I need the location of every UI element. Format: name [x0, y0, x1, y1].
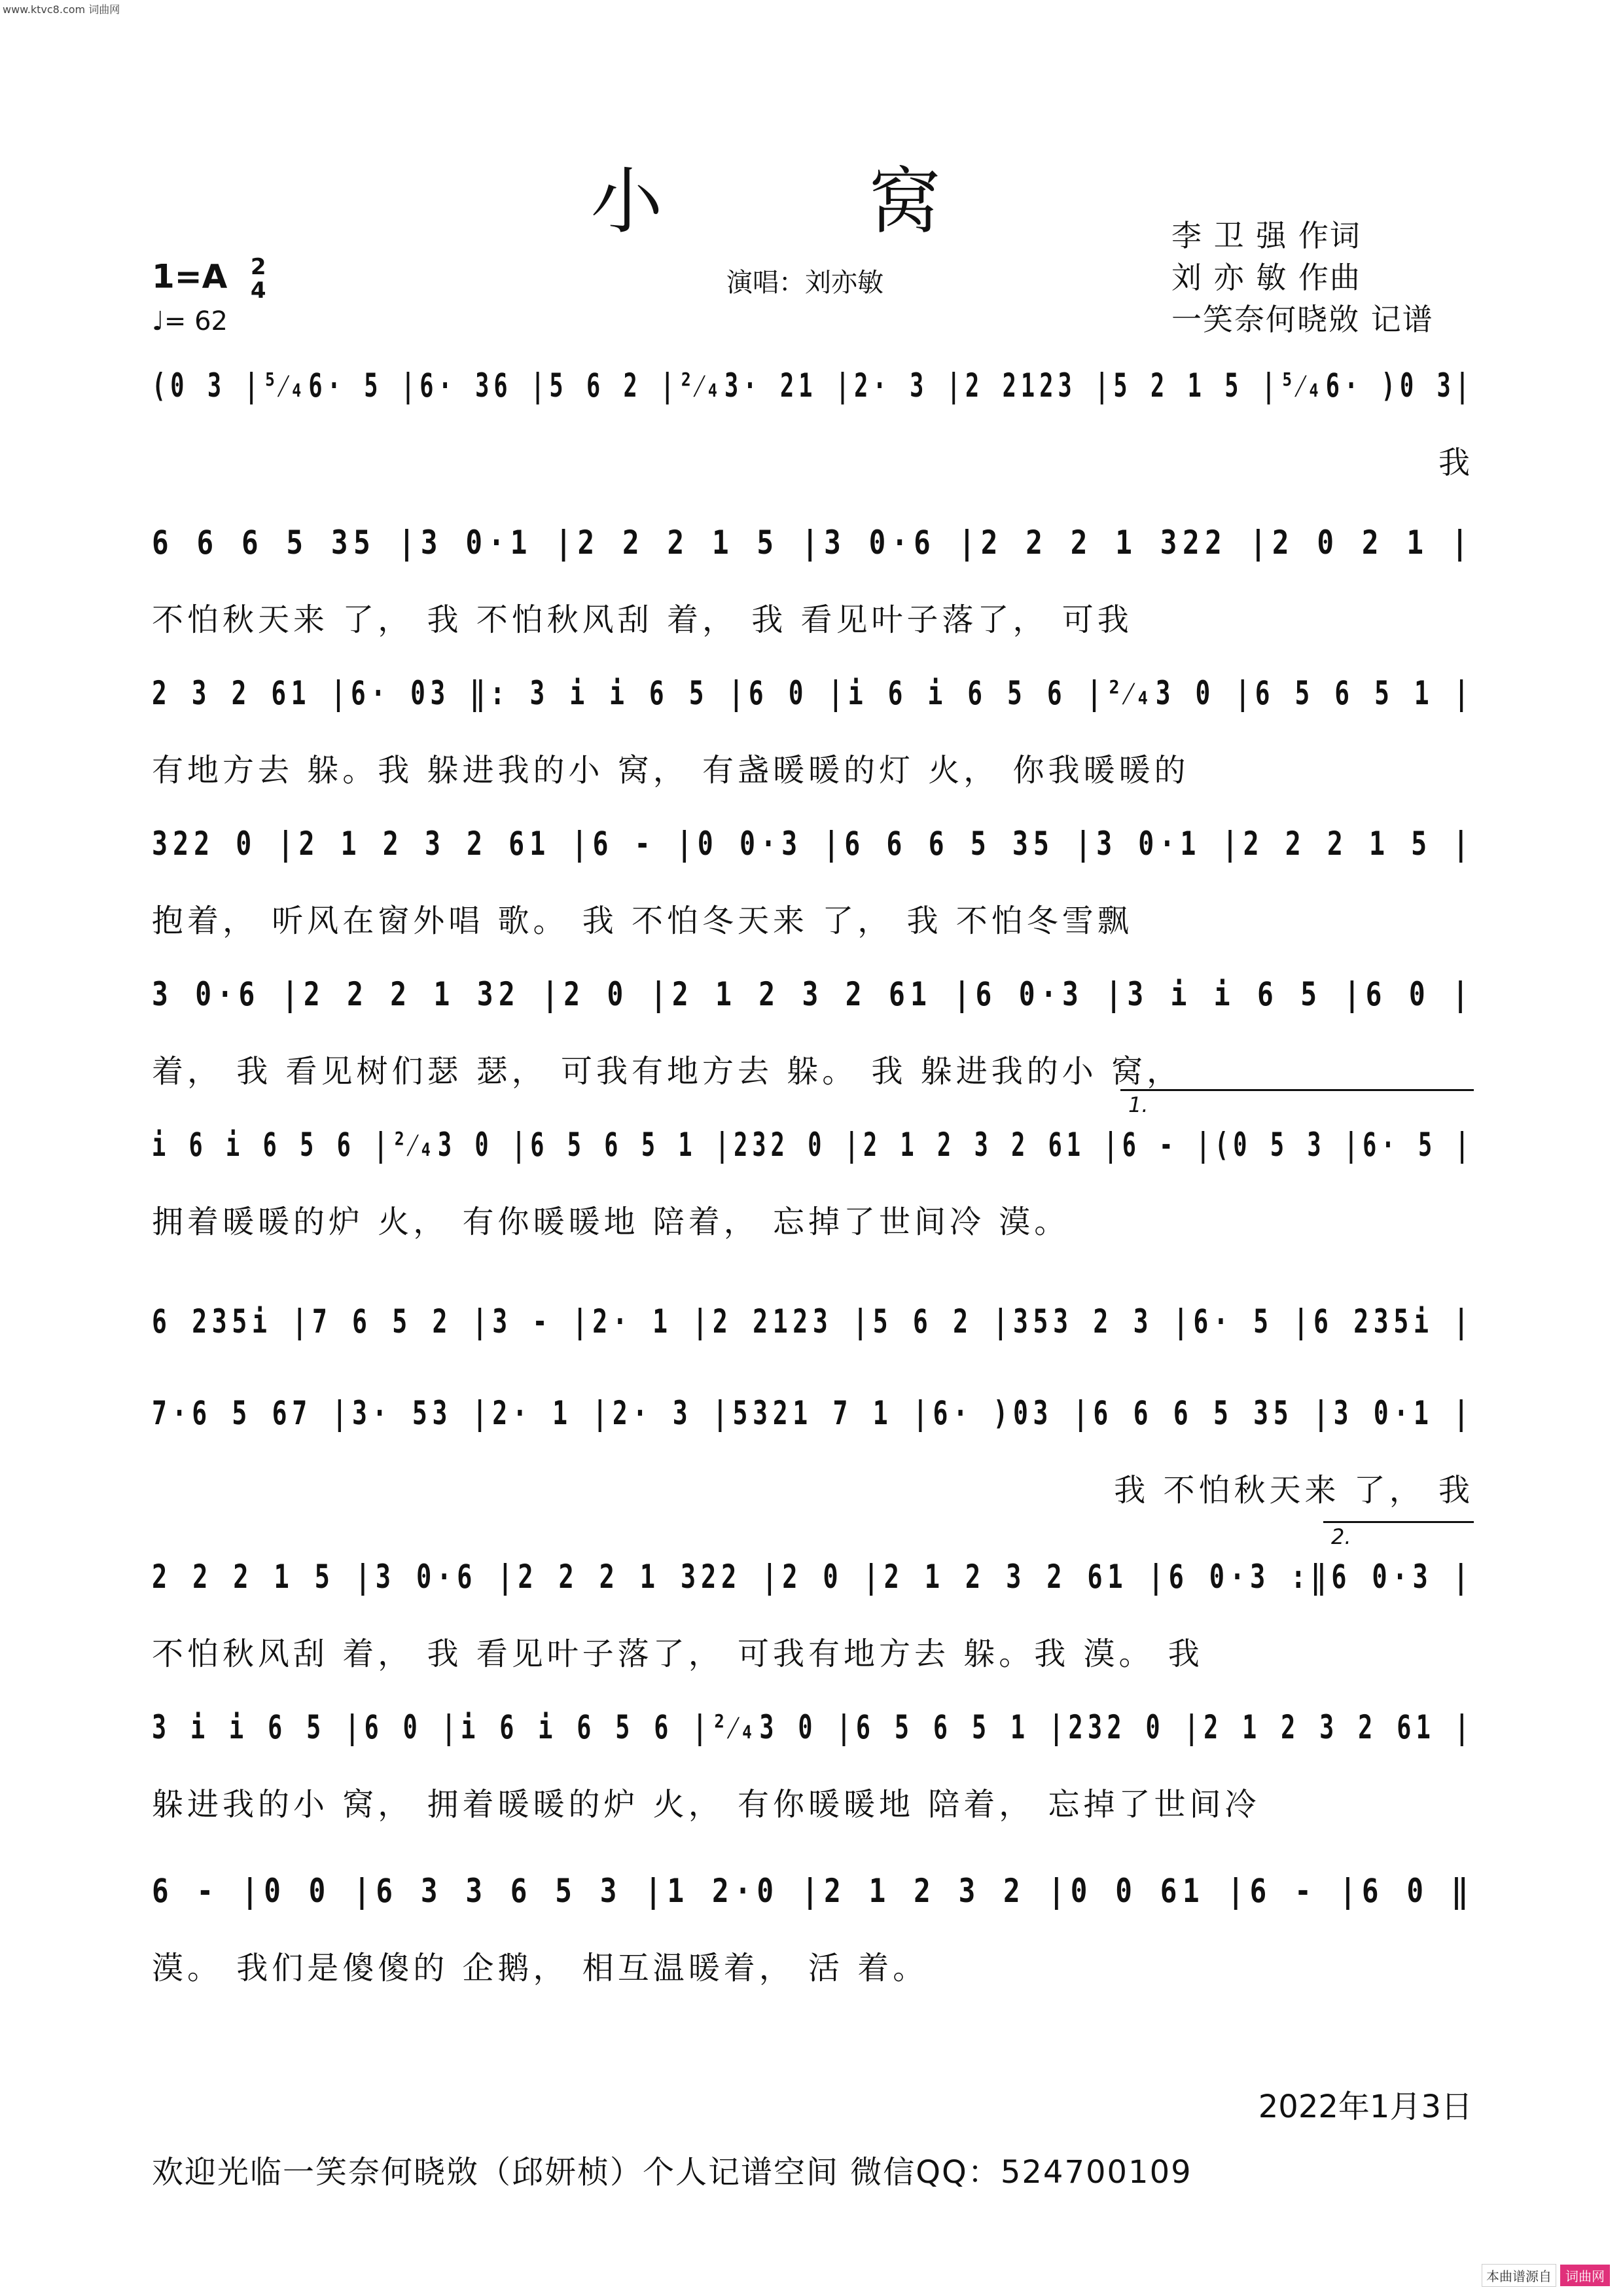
notation-line: 7·6 5 67 |3· 53 |2· 1 |2· 3 |5321 7 1 |6· )03 |6 6 6 5 35 |3 0·1 | [152, 1394, 1474, 1432]
watermark-bottom-source: 本曲谱源自 [1482, 2264, 1556, 2287]
lyricist-credit: 李 卫 强 作词 [1171, 218, 1361, 253]
transcriber-credit: 一笑奈何晓敚 记谱 [1171, 302, 1434, 337]
lyric-line: 抱着， 听风在窗外唱 歌。 我 不怕冬天来 了， 我 不怕冬雪飘 [152, 903, 1133, 939]
composer-credit: 刘 亦 敏 作曲 [1171, 260, 1361, 295]
volta-label: 2. [1331, 1524, 1351, 1549]
notation-line: 6 235i |7 6 5 2 |3 - |2· 1 |2 2123 |5 6 2 |353 2 3 |6· 5 |6 235i | [152, 1302, 1474, 1340]
singer-credit: 演唱：刘亦敏 [726, 268, 883, 298]
watermark-top: www.ktvc8.com 词曲网 [3, 3, 120, 16]
time-signature [251, 255, 266, 302]
lyric-line: 漠。 我们是傻傻的 企鹅， 相互温暖着， 活 着。 [152, 1950, 929, 1986]
watermark-bottom-site: 词曲网 [1560, 2265, 1610, 2286]
lyric-line: 拥着暖暖的炉 火， 有你暖暖地 陪着， 忘掉了世间冷 漠。 [152, 1204, 1070, 1240]
notation-line: i 6 i 6 5 6 |²⁄₄3 0 |6 5 6 5 1 |232 0 |2 1 2 3 2 61 |6 - |(0 5 3 |6· 5 | [152, 1126, 1474, 1164]
tempo-marking: ♩= 62 [152, 306, 228, 336]
score-row [152, 524, 1474, 655]
notation-line: 3 i i 6 5 |6 0 |i 6 i 6 5 6 |²⁄₄3 0 |6 5 6 5 1 |232 0 |2 1 2 3 2 61 | [152, 1708, 1474, 1746]
volta-bracket [1120, 1089, 1474, 1117]
volta-label: 1. [1128, 1092, 1149, 1117]
notation-line: 6 - |0 0 |6 3 3 6 5 3 |1 2·0 |2 1 2 3 2 |0 0 61 |6 - |6 0 ‖ [152, 1872, 1474, 1910]
lyric-line: 不怕秋风刮 着， 我 看见叶子落了， 可我有地方去 躲。我 漠。 我 [152, 1636, 1204, 1672]
lyric-line: 着， 我 看见树们瑟 瑟， 可我有地方去 躲。 我 躲进我的小 窝， [152, 1053, 1183, 1090]
notation-line: 3 0·6 |2 2 2 1 32 |2 0 |2 1 2 3 2 61 |6 0·3 |3 i i 6 5 |6 0 | [152, 975, 1474, 1013]
lyric-line: 我 不怕秋天来 了， 我 [1114, 1472, 1474, 1509]
time-signature-top: 2 [250, 254, 266, 280]
score-row [152, 1092, 1474, 1257]
footer-text: 欢迎光临一笑奈何晓敚（邱妍桢）个人记谱空间 微信QQ：524700109 [152, 2154, 1192, 2191]
key-signature [152, 255, 266, 302]
score-row [152, 674, 1474, 805]
credits-block [1171, 215, 1434, 340]
score-row [152, 975, 1474, 1106]
notation-line: (0 3 |⁵⁄₄6· 5 |6· 36 |5 6 2 |²⁄₄3· 21 |2· 3 |2 2123 |5 2 1 5 |⁵⁄₄6· )0 3| [152, 367, 1474, 404]
score-row [152, 1394, 1474, 1525]
notation-line: 6 6 6 5 35 |3 0·1 |2 2 2 1 5 |3 0·6 |2 2 2 1 322 |2 0 2 1 | [152, 524, 1474, 562]
lyric-line: 有地方去 躲。我 躲进我的小 窝， 有盏暖暖的灯 火， 你我暖暖的 [152, 752, 1190, 789]
score-row [152, 825, 1474, 956]
lyric-line: 我 [1438, 444, 1474, 481]
lyric-line: 躲进我的小 窝， 拥着暖暖的炉 火， 有你暖暖地 陪着， 忘掉了世间冷 [152, 1786, 1260, 1823]
song-title: 小 窝 [590, 160, 1033, 243]
time-signature-bottom: 4 [250, 278, 266, 304]
score-row [152, 1708, 1474, 1839]
lyric-line: 不怕秋天来 了， 我 不怕秋风刮 着， 我 看见叶子落了， 可我 [152, 601, 1133, 638]
date-line: 2022年1月3日 [1258, 2089, 1472, 2125]
score-row [152, 1524, 1474, 1689]
score-row [152, 367, 1474, 497]
notation-line: 322 0 |2 1 2 3 2 61 |6 - |0 0·3 |6 6 6 5 35 |3 0·1 |2 2 2 1 5 | [152, 825, 1474, 863]
notation-line: 2 2 2 1 5 |3 0·6 |2 2 2 1 322 |2 0 |2 1 2 3 2 61 |6 0·3 :‖6 0·3 | [152, 1558, 1474, 1596]
volta-bracket [1323, 1521, 1474, 1549]
score-row [152, 1872, 1474, 2003]
key-label: 1=A [152, 257, 228, 296]
watermark-bottom [1482, 2264, 1610, 2287]
notation-line: 2 3 2 61 |6· 03 ‖: 3 i i 6 5 |6 0 |i 6 i 6 5 6 |²⁄₄3 0 |6 5 6 5 1 | [152, 674, 1474, 712]
